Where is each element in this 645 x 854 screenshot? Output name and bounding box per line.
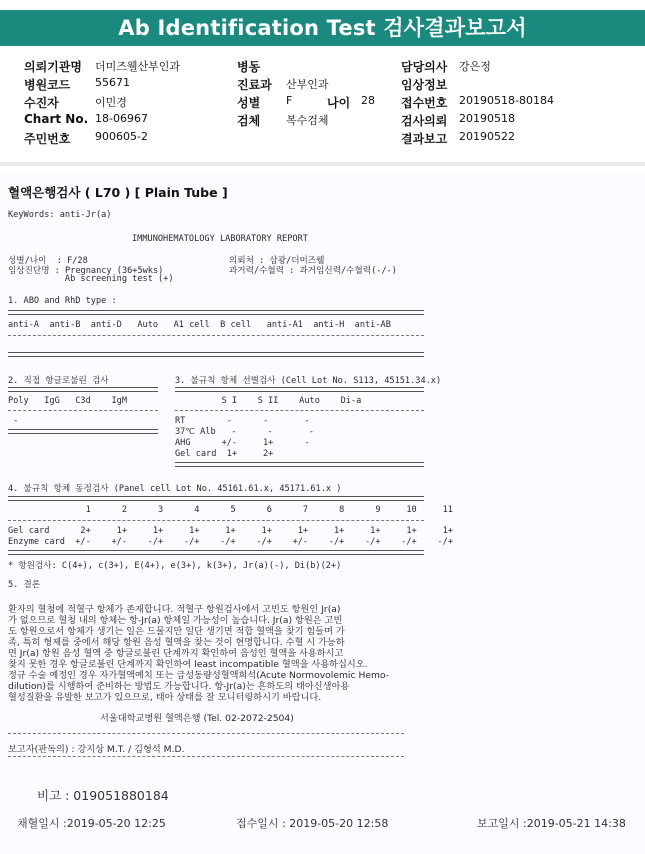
header-value: 20190522 <box>459 130 515 143</box>
panel-enzyme-row: Enzyme card +/- +/- -/+ -/+ -/+ -/+ +/- -/+ -/+ -/+ -/+ <box>8 537 453 547</box>
conclusion-line: 환자의 혈청에 적혈구 항체가 존재합니다. 적혈구 항원검사에서 고빈도 항원인 Jr(a) <box>8 604 341 615</box>
section-1-title: 1. ABO and RhD type : <box>8 296 117 306</box>
conclusion-line: 정규 수술 예정인 경우 자가혈액예치 또는 급성동량성혈액희석(Acute Normovolemic Hemo- <box>8 670 390 681</box>
info-diagnosis: 임상진단명 : Pregnancy (36+5wks) <box>8 266 164 276</box>
header-label: 진료과 <box>237 78 272 92</box>
screen-row: RT - - - <box>175 416 310 426</box>
header-value: 900605-2 <box>95 130 148 143</box>
header-label: 검체 <box>237 114 261 128</box>
dashed-rule <box>8 410 158 411</box>
info-diagnosis-2: Ab screening test (+) <box>8 274 174 284</box>
section-2-title: 2. 직접 항글로불린 검사 <box>8 376 109 386</box>
screen-row: 37℃ Alb - - - <box>175 427 314 437</box>
antigen-result: * 항원검사: C(4+), c(3+), E(4+), e(3+), k(3+), Jr(a)(-), Di(b)(2+) <box>8 561 342 571</box>
double-rule <box>175 387 424 392</box>
dashed-rule <box>175 410 424 411</box>
conclusion-line: dilution)를 시행하여 준비하는 방법도 가능합니다. 항-Jr(a)는 흔하도의 태아신생아용 <box>8 681 350 692</box>
dashed-rule <box>8 335 424 336</box>
section-5-title: 5. 결론 <box>8 580 41 590</box>
patient-header <box>0 58 645 148</box>
header-label: 접수번호 <box>401 96 448 110</box>
double-rule <box>8 310 424 315</box>
abo-columns: anti-A anti-B anti-D Auto A1 cell B cell anti-A1 anti-H anti-AB <box>8 320 391 330</box>
dashed-rule <box>8 756 404 757</box>
header-value: 산부인과 <box>286 78 329 91</box>
header-label: 나이 <box>327 96 351 110</box>
panel-gel-row: Gel card 2+ 1+ 1+ 1+ 1+ 1+ 1+ 1+ 1+ 1+ 1+ <box>8 526 453 536</box>
header-label: 수진자 <box>24 96 59 110</box>
section-divider <box>0 162 645 166</box>
double-rule <box>175 462 424 467</box>
header-label: 의뢰기관명 <box>24 60 82 74</box>
header-value: 55671 <box>95 76 130 89</box>
header-value: 강은정 <box>459 60 491 73</box>
info-requester: 의뢰처 : 삼광/더미즈웰 <box>229 256 325 266</box>
screen-row: Gel card 1+ 2+ <box>175 449 274 459</box>
dat-columns: Poly IgG C3d IgM <box>8 396 127 406</box>
keywords: KeyWords: anti-Jr(a) <box>8 210 112 220</box>
conclusion-line: 도 항원으로서 항체가 생기는 일은 드물지만 일단 생기면 적합 혈액을 찾기 힘들며 가 <box>8 626 345 637</box>
screen-row: AHG +/- 1+ - <box>175 438 310 448</box>
header-row <box>0 112 645 129</box>
section-4-title: 4. 불규칙 항체 동정검사 (Panel cell Lot No. 45161.61.x, 45171.61.x ) <box>8 484 342 494</box>
header-label: 담당의사 <box>401 60 448 74</box>
dashed-rule <box>8 733 404 734</box>
conclusion-line: 찾지 못한 경우 항글로불린 단계까지 확인하여 least incompatible 혈액을 사용하십시오. <box>8 659 368 670</box>
conclusion-line: 혈성질환을 유발한 보고가 있으므로, 태아 상태를 잘 모니터링하시기 바랍니다. <box>8 692 322 703</box>
header-label: 병원코드 <box>24 78 71 92</box>
double-rule <box>8 496 424 501</box>
header-value: 이민경 <box>95 96 127 109</box>
dat-value: - <box>8 416 19 426</box>
header-row <box>0 58 645 75</box>
section-3-title: 3. 불규칙 항체 선별검사 (Cell Lot No. S113, 45151.34.x) <box>175 376 442 386</box>
conclusion-line: 족, 특히 형제를 중에서 해당 항원 음성 혈액을 찾는 것이 현명합니다. 수혈 시 가능하 <box>8 637 345 648</box>
header-row <box>0 94 645 111</box>
panel-numbers: 1 2 3 4 5 6 7 8 9 10 11 <box>8 505 453 515</box>
lab-report <box>0 170 645 854</box>
header-row <box>0 76 645 93</box>
header-value: 20190518 <box>459 112 515 125</box>
header-value: 28 <box>361 94 375 107</box>
header-value: F <box>286 94 293 107</box>
collect-datetime: 채혈일시 :2019-05-20 12:25 <box>17 817 166 830</box>
header-label: 병동 <box>237 60 261 74</box>
header-value: 더미즈웰산부인과 <box>95 60 181 73</box>
report-datetime: 보고일시 :2019-05-21 14:38 <box>477 817 626 830</box>
header-label: 임상정보 <box>401 78 448 92</box>
lab-title: IMMUNOHEMATOLOGY LABORATORY REPORT <box>132 234 308 244</box>
double-rule <box>8 387 158 392</box>
conclusion-line: 면 Jr(a) 항원 음성 혈액 중 항글로불린 단계까지 확인하여 음성인 혈액을 사용하시고 <box>8 648 344 659</box>
info-sex-age: 성별/나이 : F/28 <box>8 256 88 266</box>
reporter: 보고자(판독의) : 강지상 M.T. / 김형석 M.D. <box>8 744 185 755</box>
screen-columns: S I S II Auto Di-a <box>175 396 362 406</box>
header-label: 결과보고 <box>401 132 448 146</box>
double-rule <box>8 550 424 555</box>
report-heading: 혈액은행검사 ( L70 ) [ Plain Tube ] <box>8 185 228 200</box>
report-title: Ab Identification Test 검사결과보고서 <box>0 10 645 46</box>
hospital-contact: 서울대학교병원 혈액은행 (Tel. 02-2072-2504) <box>100 713 294 724</box>
receive-datetime: 접수일시 : 2019-05-20 12:58 <box>236 817 389 830</box>
header-label: 성별 <box>237 96 261 110</box>
remark: 비고 : 019051880184 <box>37 788 169 803</box>
header-value: 복수검체 <box>286 114 329 127</box>
dashed-rule <box>8 520 424 521</box>
double-rule <box>8 352 424 357</box>
header-value: 18-06967 <box>95 112 148 125</box>
header-value: 20190518-80184 <box>459 94 554 107</box>
double-rule <box>8 429 158 434</box>
header-row <box>0 130 645 147</box>
conclusion-line: 가 없으므로 혈청 내의 항체는 항-Jr(a) 항체일 가능성이 높습니다. Jr(a) 항원은 고빈 <box>8 615 343 626</box>
header-label: Chart No. <box>24 112 89 126</box>
info-history: 과거력/수혈력 : 과거임신력/수혈력(-/-) <box>229 266 397 276</box>
header-label: 검사의뢰 <box>401 114 448 128</box>
header-label: 주민번호 <box>24 132 71 146</box>
